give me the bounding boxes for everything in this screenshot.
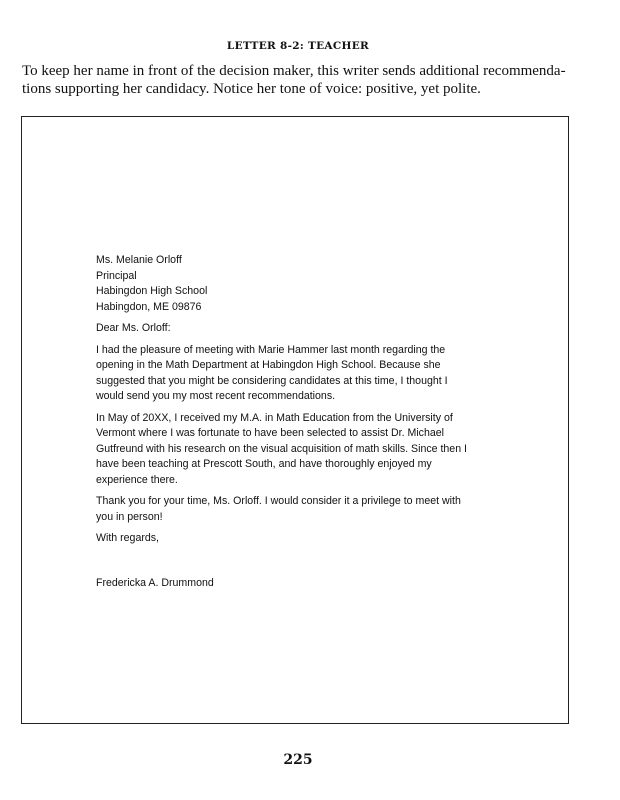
letter-body [96, 253, 516, 591]
address-line: Habingdon High School [96, 285, 208, 297]
signature [96, 576, 516, 592]
paragraph-line: Thank you for your time, Ms. Orloff. I would consider it a privilege to meet with [96, 495, 461, 507]
paragraph-line: opening in the Math Department at Habingdon High School. Because she [96, 359, 441, 371]
paragraph-line: Vermont where I was fortunate to have been selected to assist Dr. Michael [96, 427, 445, 439]
intro-line: tions supporting her candidacy. Notice her tone of voice: positive, yet polite. [22, 81, 481, 97]
paragraph-2 [96, 411, 516, 489]
paragraph-line: experience there. [96, 473, 178, 486]
paragraph-line: would send you my most recent recommendations. [96, 390, 336, 402]
page-heading: LETTER 8-2: TEACHER [226, 40, 370, 52]
closing [96, 531, 516, 547]
recipient-address [96, 253, 516, 315]
address-line: Habingdon, ME 09876 [96, 300, 202, 313]
intro-line: To keep her name in front of the decision maker, this writer sends additional recommenda- [22, 63, 566, 79]
paragraph-line: I had the pleasure of meeting with Marie Hammer last month regarding the [96, 343, 446, 356]
paragraph-line: Gutfreund with his research on the visual acquisition of math skills. Since then I [96, 442, 467, 455]
paragraph-line: you in person! [96, 510, 163, 523]
page-number: 225 [283, 752, 313, 768]
salutation [96, 321, 516, 337]
closing-text: With regards, [96, 532, 159, 544]
signature-name: Fredericka A. Drummond [96, 576, 214, 589]
address-line: Ms. Melanie Orloff [96, 254, 182, 266]
salutation-text: Dear Ms. Orloff: [96, 322, 171, 334]
paragraph-line: suggested that you might be considering candidates at this time, I thought I [96, 374, 448, 387]
intro-text [22, 62, 582, 98]
paragraph-3 [96, 494, 516, 525]
address-line: Principal [96, 269, 137, 282]
paragraph-1 [96, 343, 516, 405]
paragraph-line: In May of 20XX, I received my M.A. in Math Education from the University of [96, 411, 453, 424]
paragraph-line: have been teaching at Prescott South, and have thoroughly enjoyed my [96, 458, 432, 470]
